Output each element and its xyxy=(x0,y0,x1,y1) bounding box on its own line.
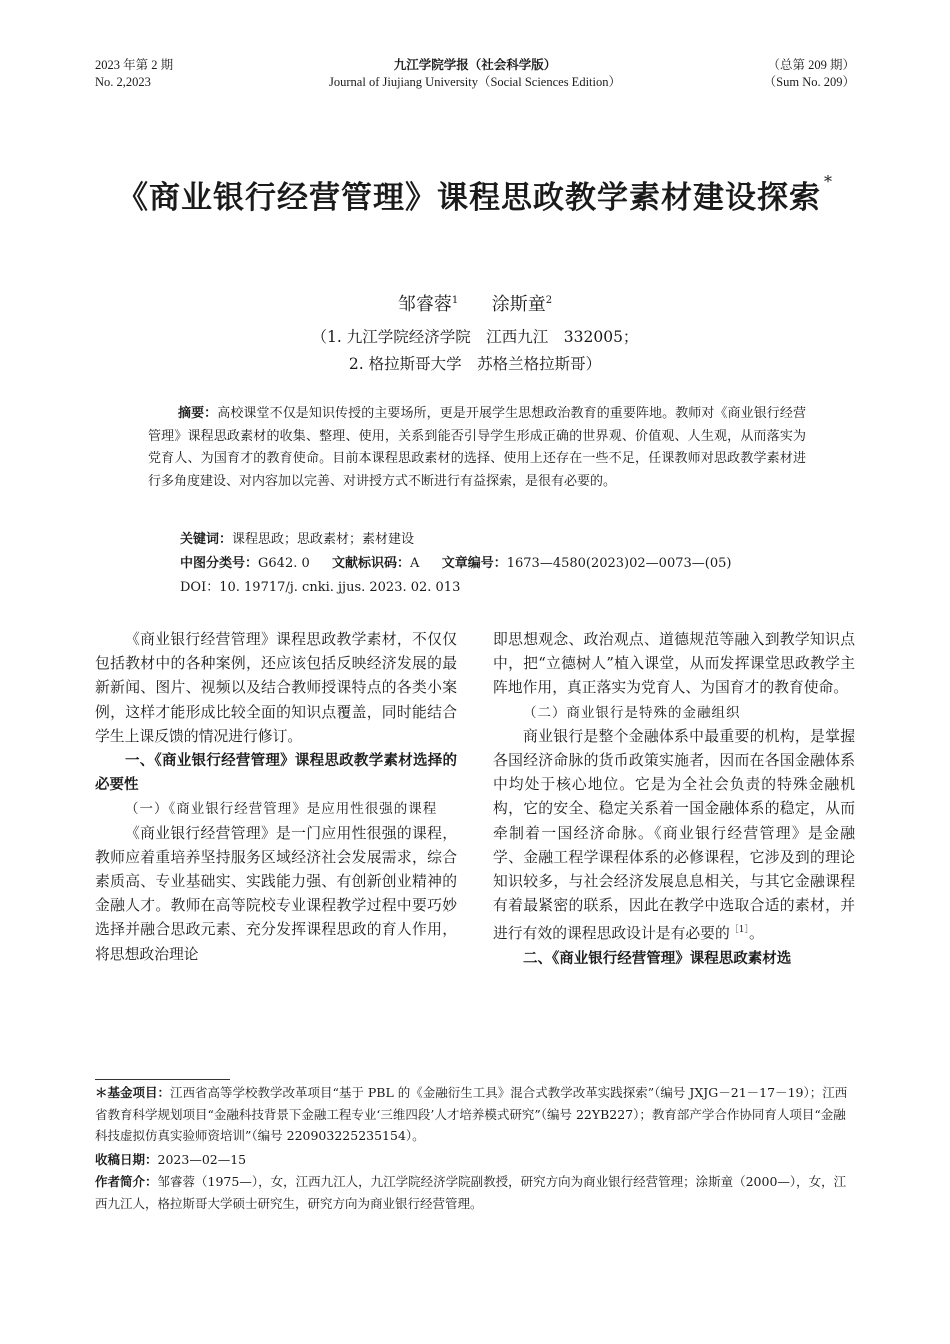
fund-text: 江西省高等学校教学改革项目“基于 PBL 的《金融衍生工具》混合式教学改革实践探索”（编号 JXJG－21－17－19）；江西省教育科学规划项目“金融科技背景下金融工程专业‘三维四段’人才培养模式研究”（编号 22YB227）；教育部产学合作协同育人项目“金融科技虚拟仿真实验师资培训”（编号 220903225235154）。 xyxy=(95,1085,848,1143)
section-heading: 一、《商业银行经营管理》课程思政教学素材选择的必要性 xyxy=(95,753,457,794)
subsection-heading: （二）商业银行是特殊的金融组织 xyxy=(523,704,741,721)
doi: DOI：10. 19717/j. cnki. jjus. 2023. 02. 013 xyxy=(180,580,461,595)
header-sum xyxy=(764,57,855,91)
authors xyxy=(0,290,950,316)
keywords xyxy=(180,529,414,551)
header-journal-cn: 九江学院学报（社会科学版） xyxy=(393,58,557,72)
received-label: 收稿日期： xyxy=(95,1152,158,1167)
author-bio-text: 邹睿蓉（1975—），女，江西九江人，九江学院经济学院副教授，研究方向为商业银行经营管理；涂斯童（2000—），女，江西九江人，格拉斯哥大学硕士研究生，研究方向为商业银行经营管理。 xyxy=(95,1174,847,1211)
body-paragraph: 《商业银行经营管理》课程思政教学素材，不仅仅包括教材中的各种案例，还应该包括反映经济发展的最新新闻、图片、视频以及结合教师授课特点的各类小案例，这样才能形成比较全面的知识点覆盖，同时能结合学生上课反馈的情况进行修订。 xyxy=(95,631,457,745)
header-issue-en: No. 2,2023 xyxy=(95,75,151,89)
keywords-text: 课程思政；思政素材；素材建设 xyxy=(232,532,415,547)
body-paragraph: 即思想观念、政治观点、道德规范等融入到教学知识点中，把“立德树人”植入课堂，从而发挥课堂思政教学主阵地作用，真正落实为党育人、为国育才的教育使命。 xyxy=(493,631,855,697)
abstract-text: 高校课堂不仅是知识传授的主要场所，更是开展学生思想政治教育的重要阵地。教师对《商业银行经营管理》课程思政素材的收集、整理、使用，关系到能否引导学生形成正确的世界观、价值观、人生观，从而落实为党育人、为国育才的教育使命。目前本课程思政素材的选择、使用上还存在一些不足，任课教师对思政教学素材进行多角度建设、对内容加以完善、对讲授方式不断进行有益探索，是很有必要的。 xyxy=(148,406,806,489)
footnote-fund xyxy=(95,1082,855,1147)
header-sum-cn: （总第 209 期） xyxy=(767,58,855,72)
abstract xyxy=(148,403,806,493)
fund-label: ＊基金项目： xyxy=(95,1085,171,1100)
body-paragraph xyxy=(493,725,855,947)
clc-value: G642. 0 xyxy=(258,556,310,571)
article-no-label: 文章编号： xyxy=(441,556,507,571)
author-sup: 2 xyxy=(545,295,553,306)
clc-label: 中图分类号： xyxy=(180,556,259,571)
body-paragraph-text: 商业银行是整个金融体系中最重要的机构，是掌握各国经济命脉的货币政策实施者，因而在各国金融体系中均处于核心地位。它是为全社会负责的特殊金融机构，它的安全、稳定关系着一国金融体系的稳定，从而牵制着一国经济命脉。《商业银行经营管理》是金融学、金融工程学课程体系的必修课程，它涉及到的理论知识较多，与社会经济发展息息相关，与其它金融课程有着最紧密的联系，因此在教学中选取合适的素材，并进行有效的课程思政设计是有必要的 xyxy=(493,727,855,943)
section-heading: 二、《商业银行经营管理》课程思政素材选 xyxy=(523,950,792,967)
affiliation-line: 2. 格拉斯哥大学 苏格兰格拉斯哥） xyxy=(348,355,602,373)
affiliation-line: （1. 九江学院经济学院 江西九江 332005； xyxy=(311,328,639,346)
header-sum-en: （Sum No. 209） xyxy=(763,75,855,89)
body-paragraph: 《商业银行经营管理》是一门应用性很强的课程，教师应着重培养坚持服务区域经济社会发展需求，综合素质高、专业基础实、实践能力强、有创新创业精神的金融人才。教师在高等院校专业课程教学过程中要巧妙选择并融合思政元素、充分发挥课程思政的育人作用，将思想政治理论 xyxy=(95,824,457,963)
received-date: 2023—02—15 xyxy=(157,1152,247,1167)
classification xyxy=(180,553,731,575)
footnote-received xyxy=(95,1149,855,1171)
author-sup: 1 xyxy=(451,295,459,306)
body-paragraph-end: 。 xyxy=(749,925,764,943)
citation-ref: ［1］ xyxy=(729,925,749,936)
article-title-text: 《商业银行经营管理》课程思政教学素材建设探索 xyxy=(117,180,821,216)
doc-code-label: 文献标识码： xyxy=(332,556,411,571)
author-name: 邹睿蓉 xyxy=(397,294,452,315)
footnote-author-bio xyxy=(95,1171,855,1214)
footnote-rule xyxy=(95,1079,230,1080)
header-journal-en: Journal of Jiujiang University（Social Sciences Edition） xyxy=(329,75,621,89)
subsection-heading: （一）《商业银行经营管理》是应用性很强的课程 xyxy=(125,801,438,818)
body-column-left xyxy=(95,628,457,967)
abstract-label: 摘要： xyxy=(178,406,218,421)
keywords-label: 关键词： xyxy=(180,532,233,547)
article-no-value: 1673—4580(2023)02—0073—(05) xyxy=(506,556,732,571)
article-title xyxy=(0,172,950,217)
header-issue-cn: 2023 年第 2 期 xyxy=(95,58,174,72)
doc-code-value: A xyxy=(410,556,420,571)
author-bio-label: 作者简介： xyxy=(95,1174,158,1189)
author-name: 涂斯童 xyxy=(491,294,546,315)
title-footnote-mark: * xyxy=(824,172,833,191)
body-column-right xyxy=(493,628,855,971)
